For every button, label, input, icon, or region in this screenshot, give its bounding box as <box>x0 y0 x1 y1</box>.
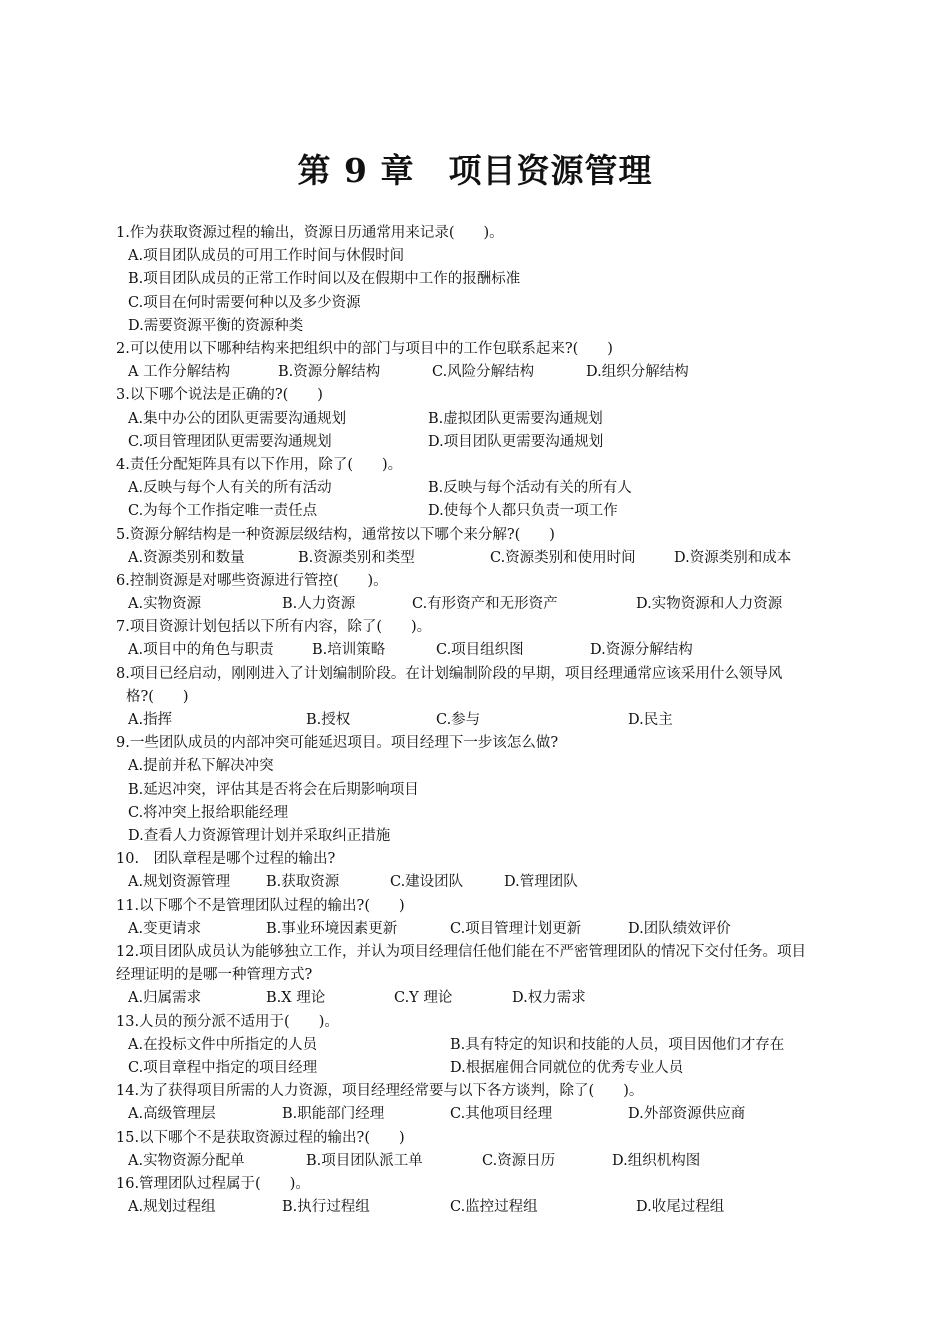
option-a: A.反映与每个人有关的所有活动 <box>128 480 332 497</box>
option-d: D.使每个人都只负责一项工作 <box>428 503 618 520</box>
option-c: C.风险分解结构 <box>432 364 535 381</box>
option-a: A.提前并私下解决冲突 <box>128 758 274 775</box>
option-c: C.参与 <box>436 712 481 729</box>
option-a: A.规划资源管理 <box>128 874 231 891</box>
option-c: C.项目管理团队更需要沟通规划 <box>128 433 332 450</box>
question-stem: 2.可以使用以下哪种结构来把组织中的部门与项目中的工作包联系起来?( ) <box>116 340 613 357</box>
option-a: A.项目中的角色与职责 <box>128 642 274 659</box>
question-5 <box>112 524 852 570</box>
option-d: D.民主 <box>628 712 673 729</box>
option-c: C.有形资产和无形资产 <box>412 596 558 613</box>
question-13 <box>112 1011 852 1081</box>
question-15 <box>112 1127 852 1173</box>
option-b: B.反映与每个活动有关的所有人 <box>428 480 632 497</box>
question-stem: 6.控制资源是对哪些资源进行管控( )。 <box>116 572 388 589</box>
option-d: D.外部资源供应商 <box>628 1106 746 1123</box>
question-4 <box>112 454 852 524</box>
question-stem: 4.责任分配矩阵具有以下作用，除了( )。 <box>116 456 403 473</box>
question-stem: 8.项目已经启动，刚刚进入了计划编制阶段。在计划编制阶段的早期，项目经理通常应该采用什么领导风 <box>116 665 783 682</box>
option-a: A.在投标文件中所指定的人员 <box>128 1036 318 1053</box>
question-stem: 3.以下哪个说法是正确的?( ) <box>116 387 323 404</box>
question-10 <box>112 848 852 894</box>
question-stem: 15.以下哪个不是获取资源过程的输出?( ) <box>116 1129 405 1146</box>
option-a: A 工作分解结构 <box>128 364 231 381</box>
option-d: D.需要资源平衡的资源种类 <box>128 317 304 334</box>
option-d: D.管理团队 <box>504 874 578 891</box>
option-a: A.变更请求 <box>128 920 202 937</box>
option-b: B.人力资源 <box>282 596 356 613</box>
option-b: B.延迟冲突，评估其是否将会在后期影响项目 <box>128 781 419 798</box>
option-d: D.根据雇佣合同就位的优秀专业人员 <box>450 1059 684 1076</box>
option-a: A.指挥 <box>128 712 173 729</box>
option-a: A.实物资源 <box>128 596 202 613</box>
question-12 <box>112 941 852 1011</box>
option-d: D.权力需求 <box>512 990 586 1007</box>
option-b: B.具有特定的知识和技能的人员，项目因他们才存在 <box>450 1036 785 1053</box>
question-14 <box>112 1080 852 1126</box>
question-stem: 5.资源分解结构是一种资源层级结构，通常按以下哪个来分解?( ) <box>116 526 555 543</box>
page-title: 第 9 章 项目资源管理 <box>297 151 653 190</box>
question-8 <box>112 663 852 733</box>
option-c: C.项目在何时需要何种以及多少资源 <box>128 294 361 311</box>
question-2 <box>112 338 852 384</box>
option-b: B.虚拟团队更需要沟通规划 <box>428 410 603 427</box>
option-c: C.为每个工作指定唯一责任点 <box>128 503 318 520</box>
option-d: D.团队绩效评价 <box>628 920 731 937</box>
option-b: B.资源类别和类型 <box>298 549 415 566</box>
option-b: B.资源分解结构 <box>278 364 381 381</box>
option-d: D.收尾过程组 <box>636 1199 725 1216</box>
question-stem: 12.项目团队成员认为能够独立工作，并认为项目经理信任他们能在不严密管理团队的情况下交付任务。项目 <box>116 944 807 960</box>
question-list <box>112 222 852 1219</box>
question-stem: 1.作为获取资源过程的输出，资源日历通常用来记录( )。 <box>116 225 504 241</box>
question-3 <box>112 384 852 454</box>
question-9 <box>112 732 852 848</box>
question-stem: 14.为了获得项目所需的人力资源，项目经理经常要与以下各方谈判，除了( )。 <box>116 1083 644 1100</box>
option-d: D.项目团队更需要沟通规划 <box>428 433 604 450</box>
question-stem-continued: 经理证明的是哪一种管理方式? <box>116 967 313 984</box>
option-d: D.组织机构图 <box>612 1152 701 1169</box>
option-a: A.高级管理层 <box>128 1106 216 1123</box>
option-b: B.项目团队成员的正常工作时间以及在假期中工作的报酬标准 <box>128 271 521 288</box>
option-a: A.规划过程组 <box>128 1199 216 1216</box>
question-7 <box>112 616 852 662</box>
option-c: C.项目章程中指定的项目经理 <box>128 1059 318 1076</box>
option-d: D.查看人力资源管理计划并采取纠正措施 <box>128 828 391 845</box>
question-1 <box>112 222 852 338</box>
option-d: D.资源分解结构 <box>590 642 693 659</box>
option-b: B.事业环境因素更新 <box>266 920 398 937</box>
question-stem: 16.管理团队过程属于( )。 <box>116 1175 310 1192</box>
option-c: C.将冲突上报给职能经理 <box>128 804 289 821</box>
option-d: D.组织分解结构 <box>586 364 689 381</box>
option-b: B.项目团队派工单 <box>306 1152 423 1169</box>
question-stem: 7.项目资源计划包括以下所有内容，除了( )。 <box>116 619 432 636</box>
option-c: C.监控过程组 <box>450 1199 538 1216</box>
option-c: C.资源类别和使用时间 <box>490 549 636 566</box>
question-6 <box>112 570 852 616</box>
question-stem: 11.以下哪个不是管理团队过程的输出?( ) <box>116 897 405 914</box>
question-stem: 9.一些团队成员的内部冲突可能延迟项目。项目经理下一步该怎么做? <box>116 735 559 752</box>
question-stem-continued: 格?( ) <box>126 688 189 705</box>
option-b: B.X 理论 <box>266 990 326 1007</box>
option-a: A.归属需求 <box>128 990 202 1007</box>
option-c: C.建设团队 <box>390 874 464 891</box>
question-11 <box>112 895 852 941</box>
option-a: A.集中办公的团队更需要沟通规划 <box>128 410 347 427</box>
option-a: A.项目团队成员的可用工作时间与休假时间 <box>128 248 405 265</box>
option-a: A.实物资源分配单 <box>128 1152 245 1169</box>
option-c: C.其他项目经理 <box>450 1106 553 1123</box>
question-stem: 13.人员的预分派不适用于( )。 <box>116 1013 339 1030</box>
option-d: D.资源类别和成本 <box>674 549 792 566</box>
option-c: C.项目管理计划更新 <box>450 920 582 937</box>
option-b: B.授权 <box>306 712 351 729</box>
question-stem: 10. 团队章程是哪个过程的输出? <box>116 851 336 868</box>
option-b: B.培训策略 <box>312 642 386 659</box>
question-16 <box>112 1173 852 1219</box>
option-c: C.Y 理论 <box>394 990 453 1007</box>
option-b: B.获取资源 <box>266 874 340 891</box>
option-c: C.项目组织图 <box>436 642 524 659</box>
option-d: D.实物资源和人力资源 <box>636 596 783 613</box>
option-a: A.资源类别和数量 <box>128 549 245 566</box>
option-c: C.资源日历 <box>482 1152 556 1169</box>
option-b: B.执行过程组 <box>282 1199 370 1216</box>
option-b: B.职能部门经理 <box>282 1106 385 1123</box>
